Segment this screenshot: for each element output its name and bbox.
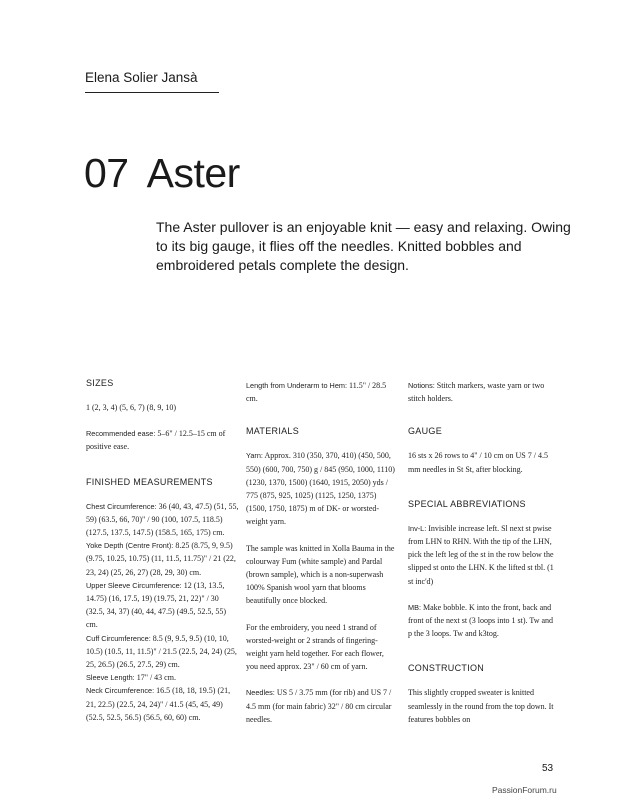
page-number: 53 bbox=[542, 763, 554, 774]
measurement-label: Upper Sleeve Circumference: bbox=[86, 580, 182, 590]
materials-heading: MATERIALS bbox=[246, 426, 300, 437]
measurement-value: 8.5 (9, 9.5, 9.5) (10, 10, 10.5) (10.5, 11, 11.5)" / 21.5 (22.5, 24, 24) (25, 25, 26.5) (26.5, 27.5, 29) cm. bbox=[86, 633, 237, 670]
measurement-item bbox=[86, 684, 239, 724]
ease-value: 5–6" / 12.5–15 cm of positive ease. bbox=[86, 429, 226, 452]
author-name: Elena Solier Jansà bbox=[85, 70, 219, 93]
measurement-item bbox=[86, 500, 239, 540]
measurement-label: Yoke Depth (Centre Front): bbox=[86, 541, 174, 551]
construction-heading: CONSTRUCTION bbox=[408, 663, 485, 674]
abbreviation-item bbox=[408, 601, 555, 641]
measurement-value: 17" / 43 cm. bbox=[134, 673, 176, 683]
measurement-value: 16.5 (18, 18, 19.5) (21, 21, 22.5) (22.5, 24, 24)" / 41.5 (45, 45, 49) (52.5, 52.5, 56.5) (56.5, 60, 60) cm. bbox=[86, 686, 231, 722]
construction-text: This slightly cropped sweater is knitted seamlessly in the round from the top down. It features bobbles on bbox=[408, 688, 554, 724]
measurement-label: Chest Circumference: bbox=[86, 501, 157, 511]
underarm-paragraph bbox=[246, 379, 397, 405]
measurement-item bbox=[86, 632, 239, 672]
abbreviations-heading: SPECIAL ABBREVIATIONS bbox=[408, 498, 526, 509]
measurement-label: Sleeve Length: bbox=[86, 673, 135, 683]
notions-value: Stitch markers, waste yarn or two stitch holders. bbox=[408, 381, 545, 404]
abbreviation-item bbox=[408, 522, 555, 588]
measurement-item bbox=[86, 539, 239, 579]
yarn-label: Yarn: bbox=[246, 451, 263, 461]
gauge-value: 16 sts x 26 rows to 4" / 10 cm on US 7 / 4.5 mm needles in St St, after blocking. bbox=[408, 451, 548, 474]
needles-value: US 5 / 3.75 mm (for rib) and US 7 / 4.5 mm (for main fabric) 32" / 80 cm circular needles. bbox=[246, 688, 392, 724]
ease-paragraph bbox=[86, 427, 239, 453]
abbreviation-value: Make bobble. K into the front, back and front of the next st (3 loops into 1 st). Tw and p the 3 loops. Tw and k3tog. bbox=[408, 602, 554, 639]
measurement-item bbox=[86, 579, 239, 632]
underarm-label: Length from Underarm to Hem: bbox=[246, 381, 347, 390]
abbreviation-label: Inv-L: bbox=[408, 523, 427, 533]
measurement-item bbox=[86, 671, 239, 684]
sample-paragraph: The sample was knitted in Xolla Bauma in the colourway Fum (white sample) and Pardal (brown sample), which is a non-superwash 100% Spanish wool yarn that blooms beautifully once blocked. bbox=[246, 543, 395, 606]
column-right bbox=[408, 379, 555, 739]
pattern-number: 07 bbox=[84, 150, 129, 196]
pattern-name: Aster bbox=[146, 150, 240, 196]
yarn-paragraph bbox=[246, 449, 397, 528]
intro-paragraph: The Aster pullover is an enjoyable knit — easy and relaxing. Owing to its big gauge, it flies off the needles. Knitted bobbles and embroidered petals complete the design. bbox=[156, 219, 571, 273]
notions-label: Notions: bbox=[408, 381, 435, 390]
needles-paragraph bbox=[246, 686, 397, 726]
pattern-title bbox=[84, 150, 240, 197]
measurement-value: 36 (40, 43, 47.5) (51, 55, 59) (63.5, 66, 70)" / 90 (100, 107.5, 118.5) (127.5, 137.5, 147.5) (158.5, 165, 175) cm. bbox=[86, 501, 239, 538]
measurement-value: 8.25 (8.75, 9, 9.5) (9.75, 10.25, 10.75) (11, 11.5, 11.75)" / 21 (22, 23, 24) (25, 26, 27) (28, 29, 30) cm. bbox=[86, 541, 236, 577]
column-left bbox=[86, 377, 239, 724]
finished-heading: FINISHED MEASUREMENTS bbox=[86, 476, 213, 487]
ease-label: Recommended ease: bbox=[86, 429, 156, 439]
gauge-heading: GAUGE bbox=[408, 426, 443, 437]
needles-label: Needles: bbox=[246, 688, 275, 698]
watermark: PassionForum.ru bbox=[492, 785, 557, 795]
notions-paragraph bbox=[408, 379, 555, 405]
abbreviation-value: Invisible increase left. Sl next st pwise from LHN to RHN. With the tip of the LHN, pick the left leg of the st in the row below the slipped st onto the LHN. K the lifted st tbl. (1 st inc'd) bbox=[408, 523, 554, 586]
column-middle bbox=[246, 379, 397, 739]
abbreviation-label: MB: bbox=[408, 602, 421, 612]
sizes-heading: SIZES bbox=[86, 378, 114, 388]
measurement-label: Cuff Circumference: bbox=[86, 633, 151, 643]
embroidery-paragraph: For the embroidery, you need 1 strand of worsted-weight or 2 strands of fingering-weight yarn held together. For each flower, you need approx. 23" / 60 cm of yarn. bbox=[246, 622, 384, 672]
yarn-value: Approx. 310 (350, 370, 410) (450, 500, 550) (600, 700, 750) g / 845 (950, 1000, 1110) (1230, 1370, 1500) (1640, 1915, 2050) yds / 775 (875, 925, 1025) (1125, 1250, 1375) (1500, 1750, 1875) m of DK- or worsted-weight yarn. bbox=[246, 451, 395, 527]
sizes-value: 1 (2, 3, 4) (5, 6, 7) (8, 9, 10) bbox=[86, 403, 176, 412]
measurement-value: 12 (13, 13.5, 14.75) (16, 17.5, 19) (19.75, 21, 22)" / 30 (32.5, 34, 37) (40, 44, 47.5) (49.5, 52.5, 55) cm. bbox=[86, 580, 226, 630]
measurement-label: Neck Circumference: bbox=[86, 686, 155, 696]
underarm-value: 11.5" / 28.5 cm. bbox=[246, 381, 387, 404]
